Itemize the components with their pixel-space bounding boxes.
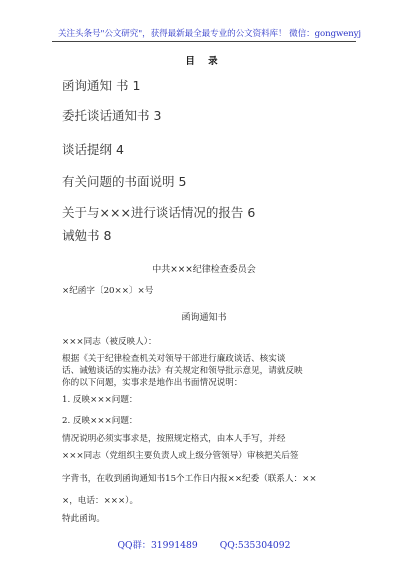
doc-number: ×纪函字〔20××〕×号 (62, 286, 154, 296)
body-line: ×，电话：×××）。 (62, 496, 139, 506)
issue-item-1: 1. 反映×××问题： (62, 395, 138, 405)
toc-item-inquiry-notice: 函询通知 书 1 (62, 78, 141, 93)
toc-item-talk-report: 关于与×××进行谈话情况的报告 6 (62, 205, 256, 220)
body-line: 情况说明必须实事求是，按照规定格式，由本人手写，并经 (62, 434, 286, 444)
body-line: 根据《关于纪律检查机关对领导干部进行廉政谈话、核实谈 (62, 354, 286, 364)
closing: 特此函询。 (62, 514, 105, 524)
salutation: ×××同志（被反映人）： (62, 337, 157, 347)
qq-number-text: QQ:535304092 (219, 540, 291, 551)
toc-item-talk-outline: 谈话提纲 4 (62, 142, 124, 157)
footer-contacts (0, 537, 408, 551)
header-banner: 关注头条号"公文研究"，获得最新最全最专业的公文资料库！ 微信：gongwenyj (58, 29, 361, 39)
toc-item-admonition: 诫勉书 8 (62, 228, 112, 243)
issuer: 中共×××纪律检查委员会 (152, 265, 256, 275)
qq-group-text: QQ群：31991489 (117, 540, 198, 551)
body-line: ×××同志（党组织主要负责人或上级分管领导）审核把关后签 (62, 451, 299, 461)
toc-item-written-explanation: 有关问题的书面说明 5 (62, 174, 187, 189)
body-line: 话、诫勉谈话的实施办法》有关规定和领导批示意见，请就反映 (62, 366, 303, 376)
body-line: 你的以下问题，实事求是地作出书面情况说明： (62, 378, 243, 388)
document-title: 函询通知书 (181, 313, 227, 323)
toc-title: 目 录 (185, 56, 223, 67)
header-divider (52, 41, 356, 42)
body-line: 字背书，在收到函询通知书15个工作日内报××纪委（联系人：×× (62, 474, 317, 484)
toc-item-entrusted-talk-notice: 委托谈话通知书 3 (62, 108, 162, 123)
issue-item-2: 2. 反映×××问题： (62, 416, 138, 426)
